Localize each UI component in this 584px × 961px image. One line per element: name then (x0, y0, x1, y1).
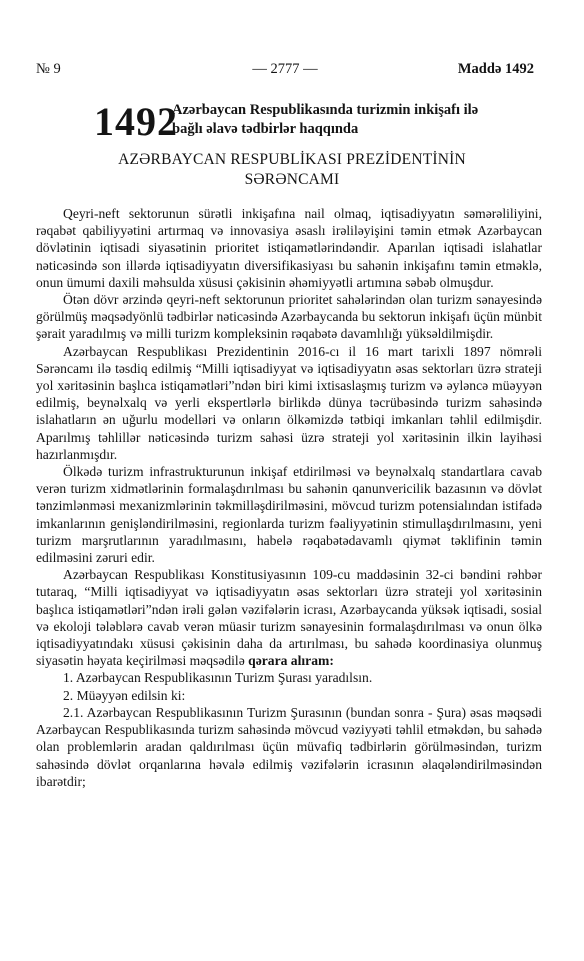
paragraph-4: Ölkədə turizm infrastrukturunun inkişaf etdirilməsi və beynəlxalq standartlara cavab verən turizm xidmətlərinin formalaşdırılması bu sahənin qanunvericilik bazasının və dövlət tənzimlənməsi mexanizmlərinin təkmilləşdirilməsini, mövcud turizm potensialından istifadə imkanlarının genişləndirilməsini, regionlarda turizm fəaliyyətinin stimullaşdırılmasını, yeni turizm marşrutlarının yaradılmasını, habelə rəqabətədavamlı qiymət təklifinin təmin edilməsini zəruri edir. (36, 464, 542, 566)
document-title-line-2: bağlı əlavə tədbirlər haqqında (172, 121, 359, 137)
document-title-block (94, 100, 544, 146)
running-header (36, 61, 534, 81)
issuer-heading (40, 150, 544, 190)
article-label: Maddə 1492 (457, 61, 534, 77)
issue-number: № 9 (36, 61, 61, 77)
clause-2-1: 2.1. Azərbaycan Respublikasının Turizm Şurasının (bundan sonra - Şura) əsas məqsədi Azərbaycan Respublikasında turizm sahəsində mövcud vəziyyəti təhlil etməkdən, bu sahədə olan problemlərin aradan qaldırılması üçün müvafiq tədbirlərin görülməsindən, turizm sahəsində dövlət orqanlarına həvalə edilmiş vəzifələrin icrasının əlaqələndirilməsindən ibarətdir; (36, 704, 542, 789)
issuer-line-2: SƏRƏNCAMI (244, 171, 340, 188)
paragraph-5 (36, 566, 542, 669)
paragraph-3: Azərbaycan Respublikası Prezidentinin 2016-cı il 16 mart tarixli 1897 nömrəli Sərəncamı ilə təsdiq edilmiş “Milli iqtisadiyyat və iqtisadiyyatın əsas sektorları üzrə strateji yol xəritəsinin başlıca istiqamətləri”ndən biri kimi ixtisaslaşmış turizm və əyləncə müəyyən edilmiş, beynəlxalq və yerli ekspertlərlə birlikdə dünya təcrübəsində turizm sahəsində islahatların ən uğurlu modelləri və onların ölkəmizdə tətbiqi imkanları təhlil edilmişdir. Aparılmış təhlillər nəticəsində turizm sahəsi üzrə strateji yol xəritəsinin ilkin layihəsi hazırlanmışdır. (36, 343, 542, 462)
issuer-line-1: AZƏRBAYCAN RESPUBLİKASI PREZİDENTİNİN (118, 151, 466, 168)
clause-1: 1. Azərbaycan Respublikasının Turizm Şurası yaradılsın. (63, 670, 373, 686)
clause-2: 2. Müəyyən edilsin ki: (63, 687, 186, 703)
paragraph-1: Qeyri-neft sektorunun sürətli inkişafına nail olmaq, iqtisadiyyatın səmərəliliyini, rəqabət qabiliyyətini artırmaq və innovasiya əsaslı irəliləyişini təmin etmək Azərbaycan dövlətinin iqtisadi siyasətinin prioritet istiqamətlərindəndir. Aparılan iqtisadi islahatlar nəticəsində son illərdə iqtisadiyyatın diversifikasiyası bu sahənin inkişafını təmin etməklə, onun ümumi daxili məhsulda xüsusi çəkisinin əhəmiyyətli artımına səbəb olmuşdur. (36, 206, 542, 290)
paragraph-2: Ötən dövr ərzində qeyri-neft sektorunun prioritet sahələrindən olan turizm sənayesində görülmüş məqsədyönlü tədbirlər nəticəsində Azərbaycanda bu sektorun inkişafı üçün münbit şərait yaradılmış və milli turizm kompleksinin rəqabətə davamlılığı yüksəldilmişdir. (36, 292, 542, 342)
paragraph-5-text: Azərbaycan Respublikası Konstitusiyasının 109-cu maddəsinin 32-ci bəndini rəhbər tutaraq, “Milli iqtisadiyyat və iqtisadiyyatın əsas sektorları üzrə strateji yol xəritəsinin başlıca istiqamətləri”ndən irəli gələn vəzifələrin icrası, Azərbaycanda yüksək iqtisadi, sosial və ekoloji tələblərə cavab verən müasir turizm sənayesinin formalaşdırılması və onun ölkə iqtisadiyyatındakı xüsusi çəkisinin daha da artırılması, bu sahədə koordinasiya olunmuş siyasətin həyata keçirilməsi məqsədilə (36, 567, 542, 669)
document-title (172, 101, 544, 139)
document-number: 1492 (94, 99, 178, 144)
page-number: — 2777 — (252, 61, 318, 77)
document-title-line-1: Azərbaycan Respublikasında turizmin inkişafı ilə (172, 102, 479, 118)
decision-phrase: qərara alıram: (248, 653, 334, 669)
document-body (36, 205, 542, 790)
